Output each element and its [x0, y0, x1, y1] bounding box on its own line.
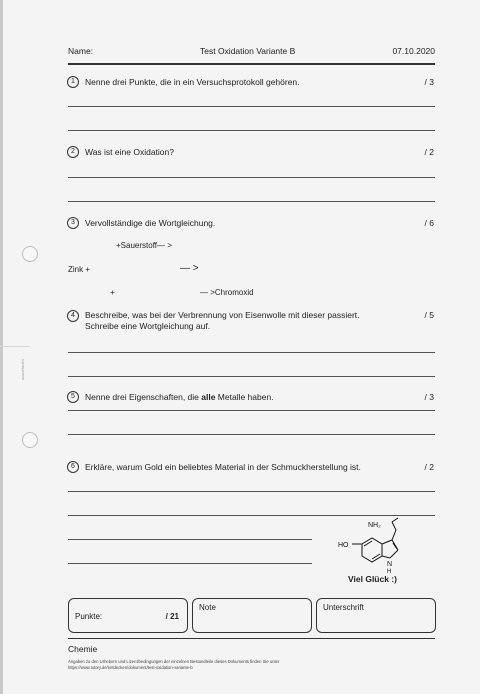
page-title: Test Oxidation Variante B — [200, 46, 296, 56]
equation-plus-3: + — [110, 288, 115, 297]
answer-line[interactable] — [68, 563, 312, 564]
answer-line[interactable] — [68, 491, 435, 492]
question-number-3: 3 — [67, 217, 79, 229]
answer-line[interactable] — [68, 434, 435, 435]
closing-message: Viel Glück :) — [348, 574, 397, 584]
equation-row-1: +Sauerstoff— > — [116, 241, 172, 250]
equation-arrow-2: — > — [180, 263, 199, 274]
subject-label: Chemie — [68, 644, 98, 654]
answer-line[interactable] — [68, 177, 435, 178]
question-number-2: 2 — [67, 146, 79, 158]
question-points-6: / 2 — [424, 462, 434, 472]
serotonin-molecule-image — [332, 516, 432, 580]
signature-box[interactable] — [316, 598, 436, 633]
points-box[interactable] — [68, 598, 188, 633]
question-number-1: 1 — [67, 76, 79, 88]
name-label: Name: — [68, 46, 94, 56]
test-date: 07.10.2020 — [392, 46, 435, 56]
answer-line[interactable] — [68, 106, 435, 107]
signature-label: Unterschrift — [323, 603, 364, 612]
question-number-6: 6 — [67, 461, 79, 473]
question-points-5: / 3 — [424, 392, 434, 402]
question-points-1: / 3 — [424, 77, 434, 87]
license-url[interactable]: https://www.tutory.de/entdecken/dokument/test-oxidation-variante-b — [68, 665, 193, 670]
header-rule — [68, 63, 435, 65]
fold-note: ausnehmen — [20, 359, 25, 380]
nh2-label: NH₂ — [368, 522, 381, 529]
equation-chromoxid: — >Chromoxid — [200, 288, 254, 297]
footer-rule — [68, 638, 435, 639]
question-number-5: 5 — [67, 391, 79, 403]
fold-mark — [0, 346, 30, 347]
answer-line[interactable] — [68, 352, 435, 353]
equation-zink: Zink + — [68, 265, 91, 274]
question-points-4: / 5 — [424, 310, 434, 320]
answer-line[interactable] — [68, 376, 435, 377]
answer-line[interactable] — [68, 539, 312, 540]
question-text-4a: Beschreibe, was bei der Verbrennung von Eisenwolle mit dieser passiert. — [85, 310, 360, 320]
question-text-4b: Schreibe eine Wortgleichung auf. — [85, 321, 211, 331]
points-total: / 21 — [165, 612, 179, 621]
grade-label: Note — [199, 603, 216, 612]
question-text-2: Was ist eine Oxidation? — [85, 147, 174, 157]
answer-line[interactable] — [68, 410, 435, 411]
question-text-3: Vervollständige die Wortgleichung. — [85, 218, 216, 228]
license-note-line-1: Angaben zu den Urhebern und Lizenzbedingungen der einzelnen Bestandteile dieses Dokuments finden Sie unter — [68, 659, 280, 664]
h-label: H — [387, 569, 392, 575]
answer-line[interactable] — [68, 130, 435, 131]
question-text-5: Nenne drei Eigenschaften, die alle Metalle haben. — [85, 392, 274, 402]
ho-label: HO — [338, 542, 349, 549]
license-note — [68, 659, 428, 671]
question-points-3: / 6 — [424, 218, 434, 228]
left-margin-bar — [0, 0, 3, 694]
question-text-6: Erkläre, warum Gold ein beliebtes Material in der Schmuckherstellung ist. — [85, 462, 361, 472]
points-label: Punkte: — [75, 612, 103, 621]
question-number-4: 4 — [67, 310, 79, 322]
punch-hole-bottom — [22, 432, 38, 448]
punch-hole-top — [22, 246, 38, 262]
n-label: N — [387, 561, 393, 568]
answer-line[interactable] — [68, 201, 435, 202]
grade-box[interactable] — [192, 598, 312, 633]
question-text-1: Nenne drei Punkte, die in ein Versuchsprotokoll gehören. — [85, 77, 300, 87]
question-points-2: / 2 — [424, 147, 434, 157]
